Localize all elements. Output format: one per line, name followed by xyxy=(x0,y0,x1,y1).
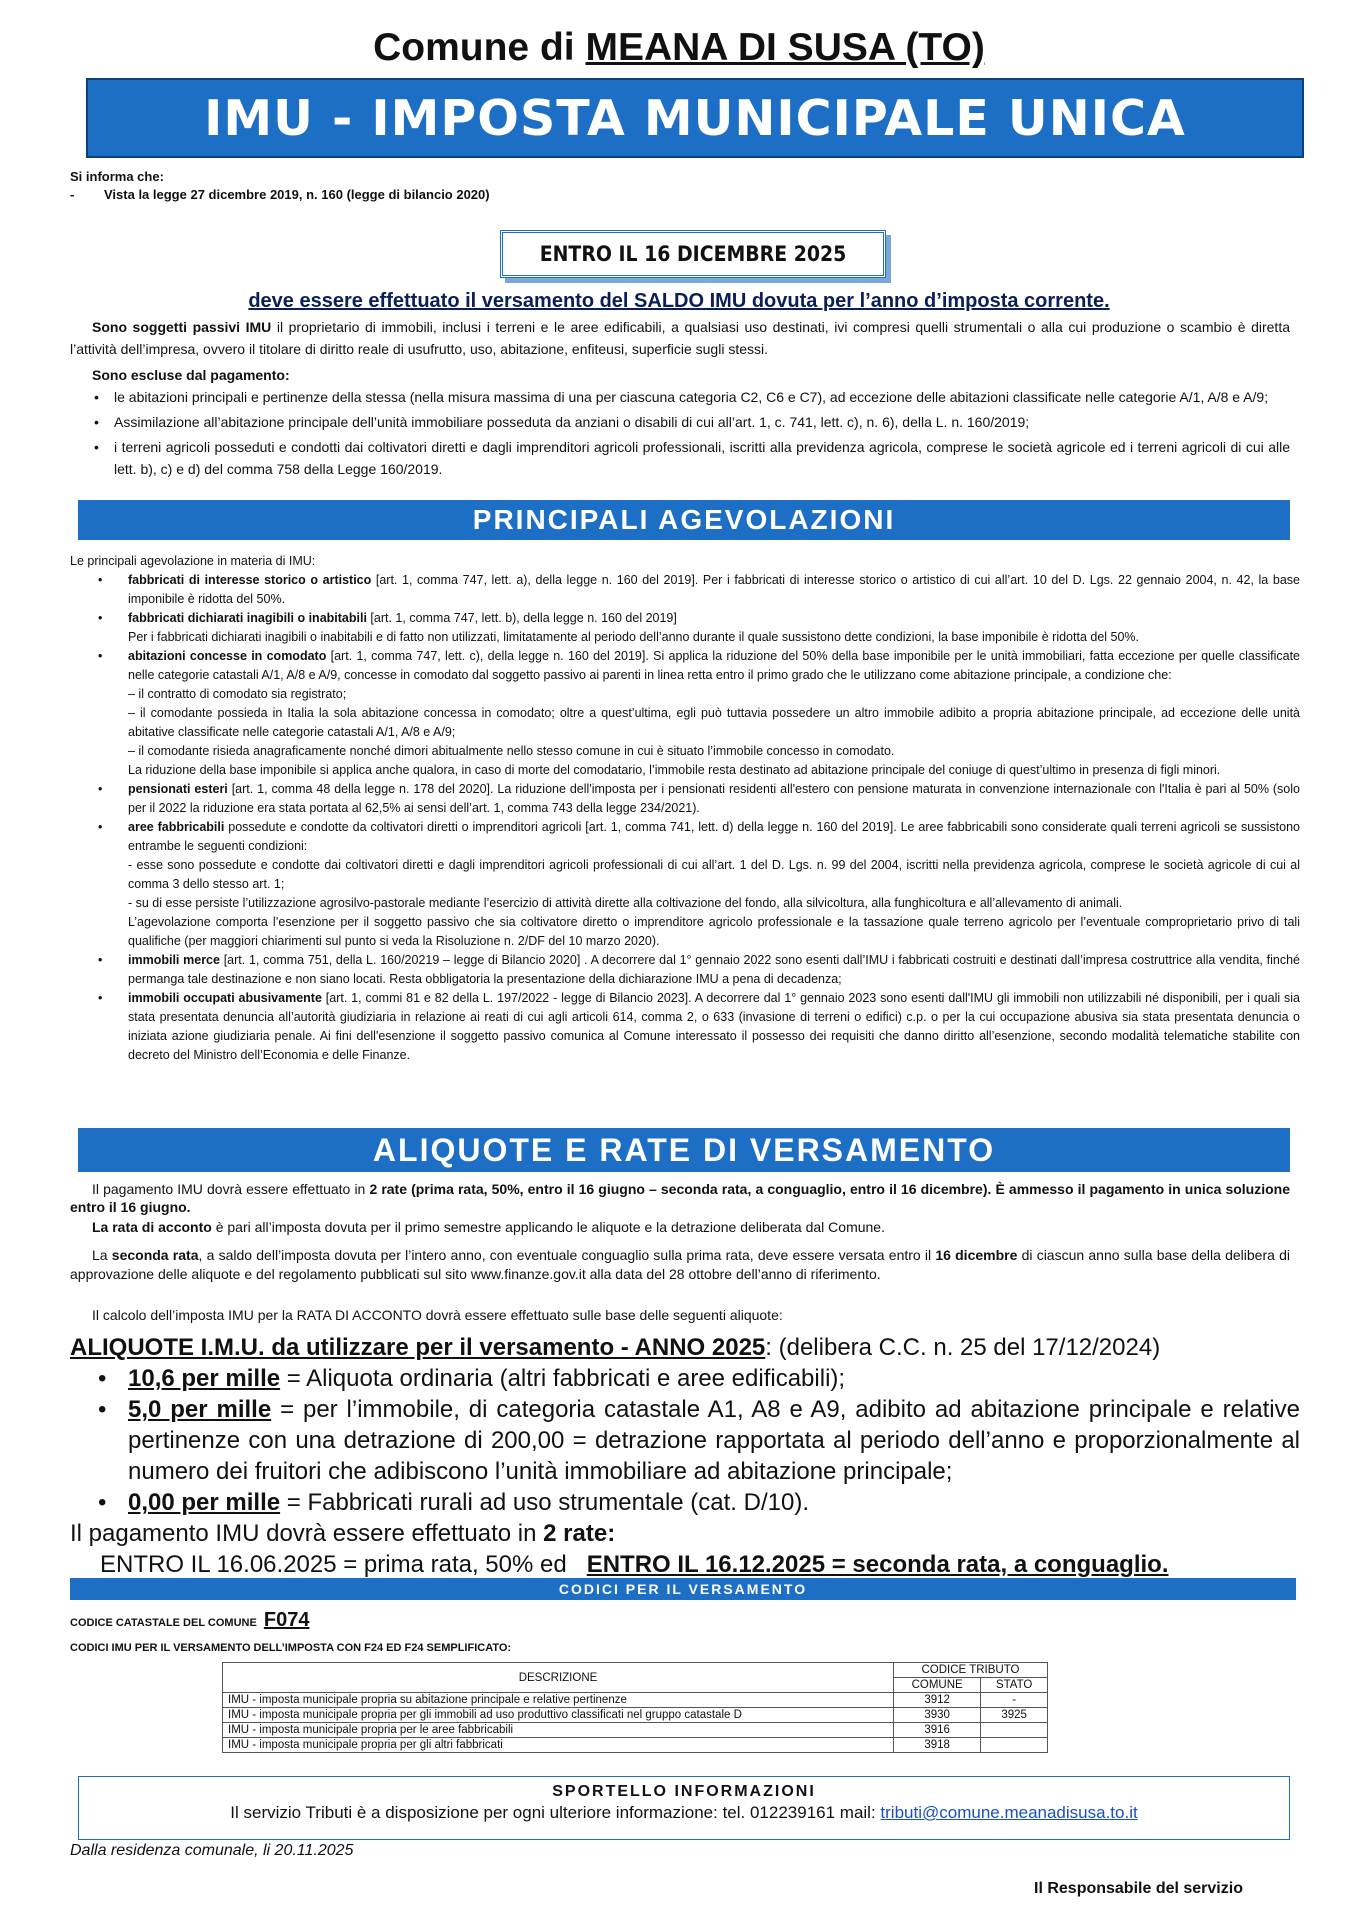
agevolazione-pensionati xyxy=(70,780,1300,818)
aliquota-abitazione xyxy=(70,1394,1300,1487)
item-title: aree fabbricabili xyxy=(128,820,225,834)
agevolazione-comodato xyxy=(70,647,1300,685)
cell-stato xyxy=(981,1723,1048,1738)
rate-text: = Aliquota ordinaria (altri fabbricati e aree edificabili); xyxy=(280,1365,846,1392)
soggetti-lead: Sono soggetti passivi IMU xyxy=(92,319,272,335)
agevolazione-storico xyxy=(70,571,1300,609)
soggetti-passivi xyxy=(70,316,1290,360)
title-comune: MEANA DI SUSA (TO) xyxy=(585,26,985,69)
agevolazioni-section xyxy=(70,552,1300,1065)
item-subtext: - esse sono possedute e condotte dai coltivatori diretti e dagli imprenditori agricoli professionali di cui all’art. 1 del D. Lgs. n. 99 del 2004, iscritti nella previdenza agricola, comprese le società agricole di cui al comma 3 dello stesso art. 1; xyxy=(128,858,1300,891)
page-title xyxy=(0,26,1358,70)
deadline-subhead: deve essere effettuato il versamento del SALDO IMU dovuta per l’anno d’imposta corrente. xyxy=(248,290,1110,312)
col-codice-tributo: CODICE TRIBUTO xyxy=(894,1663,1048,1678)
agevolazione-inagibili xyxy=(70,609,1300,628)
item-title: pensionati esteri xyxy=(128,782,228,796)
f24-label: CODICI IMU PER IL VERSAMENTO DELL’IMPOSTA CON F24 ED F24 SEMPLIFICATO: xyxy=(70,1642,512,1654)
aliquota-ordinaria xyxy=(70,1363,1300,1394)
esclusi-title: Sono escluse dal pagamento: xyxy=(92,367,290,383)
p2-bold: La rata di acconto xyxy=(92,1219,212,1235)
cell-desc: IMU - imposta municipale propria su abitazione principale e relative pertinenze xyxy=(223,1693,894,1708)
cell-desc: IMU - imposta municipale propria per le aree fabbricabili xyxy=(223,1723,894,1738)
title-prefix: Comune di xyxy=(373,26,575,69)
rate-value: 5,0 per mille xyxy=(128,1396,272,1423)
scadenza-seconda: ENTRO IL 16.12.2025 = seconda rata, a conguaglio. xyxy=(586,1551,1169,1578)
item-text: [art. 1, comma 48 della legge n. 178 del 2020]. La riduzione dell'imposta per i pensionati residenti all'estero con pensione maturata in convenzione internazionale con l'Italia è pari al 50% (solo per il 2022 la riduzione era stata portata al 62,5% ai sensi dell’art. 1, comma 743 della legge 234/2021). xyxy=(128,782,1300,815)
aliquote-banner: ALIQUOTE E RATE DI VERSAMENTO xyxy=(78,1128,1290,1172)
list-item: • Assimilazione all’abitazione principale dell’unità immobiliare posseduta da anziani o disabili di cui all’art. 1, c. 741, lett. c), n. 6), della L. n. 160/2019; xyxy=(94,411,1290,433)
intro-line: Si informa che: xyxy=(70,169,164,184)
heading-delibera: : (delibera C.C. n. 25 del 17/12/2024) xyxy=(765,1334,1161,1361)
cell-comune: 3918 xyxy=(894,1738,981,1753)
p1-text: Il pagamento IMU dovrà essere effettuato in xyxy=(92,1181,370,1197)
codici-banner: CODICI PER IL VERSAMENTO xyxy=(70,1578,1296,1600)
item-text: [art. 1, comma 747, lett. c), della legge n. 160 del 2019]. Si applica la riduzione del 50% della base imponibile per le unità immobiliari, fatta eccezione per quelle classificate nelle categorie catastali A/1, A/8 e A/9, concesse in comodato dal soggetto passivo ai parenti in linea retta entro il primo grado che le utilizzano come abitazione principale, a condizione che: xyxy=(128,649,1300,682)
col-descrizione: DESCRIZIONE xyxy=(223,1663,894,1693)
pay-bold: 2 rate: xyxy=(543,1520,616,1547)
footer-signature: Il Responsabile del servizio xyxy=(1034,1880,1243,1897)
email-link[interactable]: tributi@comune.meanadisusa.to.it xyxy=(880,1803,1138,1822)
footer-date: Dalla residenza comunale, li 20.11.2025 xyxy=(70,1842,354,1859)
catastale-code: F074 xyxy=(263,1609,310,1631)
pagamento-rate xyxy=(70,1518,1300,1549)
aliquote-p3 xyxy=(70,1246,1290,1284)
table-row xyxy=(223,1708,1048,1723)
rate-value: 0,00 per mille xyxy=(128,1489,281,1516)
col-comune: COMUNE xyxy=(894,1678,981,1693)
item-text: [art. 1, commi 81 e 82 della L. 197/2022 - legge di Bilancio 2023]. A decorrere dal 1° gennaio 2023 sono esenti dall'IMU gli immobili non utilizzabili né disponibili, per i quali sia stata presentata denuncia all’autorità giudiziaria in relazione ai reati di cui agli articoli 614, comma 2, o 633 (invasione di terreni o edifici) c.p. o per la cui occupazione abusiva sia stata presentata denuncia o iniziata azione giudiziaria penale. Ai fini dell'esenzione il soggetto passivo comunica al Comune interessato il possesso dei requisiti che danno diritto all’esenzione, secondo modalità telematiche stabilite con decreto del Ministro dell’Economia e delle Finanze. xyxy=(128,991,1300,1062)
soggetti-text: il proprietario di immobili, inclusi i terreni e le aree edificabili, a qualsiasi uso destinati, ivi compresi quelli strumentali o alla cui produzione o scambio è diretta l’attività dell’impresa, ovvero il titolare di diritto reale di usufrutto, uso, abitazione, enfiteusi, superficie sugli stessi. xyxy=(70,319,1290,357)
item-title: immobili merce xyxy=(128,953,220,967)
sportello-text-line xyxy=(79,1803,1289,1823)
table-row xyxy=(223,1693,1048,1708)
p3-text: di ciascun anno sulla base della delibera di approvazione delle aliquote e del regolamento pubblicati sul sito www.finanze.gov.it alla data del 28 ottobre dell’anno di riferimento. xyxy=(70,1247,1291,1282)
item-subtext: – il comodante possieda in Italia la sola abitazione concessa in comodato; oltre a quest’ultima, egli può tuttavia possedere un altro immobile adibito a propria abitazione principale, ad eccezione delle unità abitative classificate nelle categorie catastali A/1, A/8 e A/9; xyxy=(128,706,1300,739)
intro-law: Vista la legge 27 dicembre 2019, n. 160 (legge di bilancio 2020) xyxy=(104,187,490,202)
aliquote-heading xyxy=(70,1332,1300,1363)
cell-comune: 3916 xyxy=(894,1723,981,1738)
p1-bold: 2 rate (prima rata, 50%, entro il 16 giugno – seconda rata, a conguaglio, entro il 16 dicembre). È ammesso il pagamento in unica soluzione entro il 16 giugno. xyxy=(70,1181,1290,1215)
catastale-label: CODICE CATASTALE DEL COMUNE xyxy=(70,1617,257,1629)
item-subtext: – il comodante risieda anagraficamente nonché dimori abitualmente nello stesso comune in cui è situato l’immobile concesso in comodato. xyxy=(128,744,895,758)
sportello-informazioni xyxy=(78,1776,1290,1840)
p3-text: La xyxy=(92,1247,112,1263)
cell-comune: 3912 xyxy=(894,1693,981,1708)
aliquote-list xyxy=(70,1332,1300,1580)
col-stato: STATO xyxy=(981,1678,1048,1693)
table-row xyxy=(223,1738,1048,1753)
aliquote-p4: Il calcolo dell’imposta IMU per la RATA DI ACCONTO dovrà essere effettuato sulle base delle seguenti aliquote: xyxy=(92,1307,783,1323)
sportello-text: Il servizio Tributi è a disposizione per ogni ulteriore informazione: tel. 012239161 mail: xyxy=(230,1803,881,1822)
cell-comune: 3930 xyxy=(894,1708,981,1723)
table-row xyxy=(223,1723,1048,1738)
cell-desc: IMU - imposta municipale propria per gli altri fabbricati xyxy=(223,1738,894,1753)
scadenza-prima: ENTRO IL 16.06.2025 = prima rata, 50% ed xyxy=(100,1551,567,1578)
codice-catastale xyxy=(70,1609,310,1632)
item-subtext: - su di esse persiste l’utilizzazione agrosilvo-pastorale mediante l’esercizio di attività dirette alla coltivazione del fondo, alla silvicoltura, alla funghicoltura e all’allevamento di animali. xyxy=(128,896,1123,910)
agevolazioni-intro: Le principali agevolazione in materia di IMU: xyxy=(70,554,316,568)
agevolazione-occupati xyxy=(70,989,1300,1065)
codici-tributo-table xyxy=(222,1662,1048,1753)
aliquote-p2 xyxy=(70,1218,1290,1236)
p3-bold: seconda rata xyxy=(111,1247,199,1263)
item-subtext: La riduzione della base imponibile si applica anche qualora, in caso di morte del comodatario, l’immobile resta destinato ad abitazione principale del coniuge di quest’ultimo in presenza di figli minori. xyxy=(128,763,1221,777)
cell-stato xyxy=(981,1738,1048,1753)
item-title: fabbricati di interesse storico o artistico xyxy=(128,573,372,587)
p3-text: , a saldo dell’imposta dovuta per l’intero anno, con eventuale conguaglio sulla prima rata, deve essere versata entro il xyxy=(198,1247,936,1263)
agevolazione-aree xyxy=(70,818,1300,856)
agevolazione-merce xyxy=(70,951,1300,989)
rate-value: 10,6 per mille xyxy=(128,1365,281,1392)
item-subtext: Per i fabbricati dichiarati inagibili o inabitabili e di fatto non utilizzati, limitatamente al periodo dell’anno durante il quale sussistono dette condizioni, la base imponibile è ridotta del 50%. xyxy=(128,630,1140,644)
p3-bold: 16 dicembre xyxy=(935,1247,1018,1263)
esclusi-list xyxy=(94,386,1290,483)
aliquota-rurali xyxy=(70,1487,1300,1518)
p2-text: è pari all’imposta dovuta per il primo semestre applicando le aliquote e la detrazione deliberata dal Comune. xyxy=(211,1219,885,1235)
item-text: [art. 1, comma 751, della L. 160/20219 – legge di Bilancio 2020] . A decorrere dal 1° gennaio 2022 sono esenti dall’IMU i fabbricati costruiti e destinati dall’impresa costruttrice alla vendita, finché permanga tale destinazione e non siano locati. Resta obbligatoria la presentazione della dichiarazione IMU a pena di decadenza; xyxy=(128,953,1300,986)
item-subtext: – il contratto di comodato sia registrato; xyxy=(128,687,347,701)
agevolazioni-banner: PRINCIPALI AGEVOLAZIONI xyxy=(78,500,1290,540)
deadline-box: ENTRO IL 16 DICEMBRE 2025 xyxy=(500,230,886,278)
imu-banner: IMU - IMPOSTA MUNICIPALE UNICA xyxy=(86,78,1304,158)
scadenze xyxy=(70,1549,1300,1580)
cell-stato: - xyxy=(981,1693,1048,1708)
rate-text: = per l’immobile, di categoria catastale A1, A8 e A9, adibito ad abitazione principale e relative pertinenze con una detrazione di 200,00 = detrazione rapportata al periodo dell’anno e proporzionalmente al numero dei fruitori che adibiscono l’unità immobiliare ad abitazione principale; xyxy=(128,1396,1300,1485)
list-item: • i terreni agricoli posseduti e condotti dai coltivatori diretti e dagli imprenditori agricoli professionali, iscritti alla previdenza agricola, comprese le società agricole ed i terreni agricoli di cui alle lett. b), c) e d) del comma 758 della Legge 160/2019. xyxy=(94,436,1290,480)
item-title: immobili occupati abusivamente xyxy=(128,991,322,1005)
heading-underlined: ALIQUOTE I.M.U. da utilizzare per il versamento - ANNO 2025 xyxy=(70,1334,766,1361)
item-text: [art. 1, comma 747, lett. a), della legge n. 160 del 2019]. Per i fabbricati di interesse storico o artistico di cui all’art. 10 del D. Lgs. 22 gennaio 2004, n. 42, la base imponibile è ridotta del 50%. xyxy=(128,573,1300,606)
pay-text: Il pagamento IMU dovrà essere effettuato in xyxy=(70,1520,544,1547)
rate-text: = Fabbricati rurali ad uso strumentale (cat. D/10). xyxy=(280,1489,809,1516)
aliquote-p1 xyxy=(70,1180,1290,1216)
item-subtext: L’agevolazione comporta l’esenzione per il soggetto passivo che sia coltivatore diretto o imprenditore agricolo professionale e la tassazione quale terreno agricolo per l’eventuale comproprietario privo di tali qualifiche (per maggiori chiarimenti sul punto si veda la Risoluzione n. 2/DF del 10 marzo 2020). xyxy=(128,915,1300,948)
cell-stato: 3925 xyxy=(981,1708,1048,1723)
item-text: possedute e condotte da coltivatori diretti o imprenditori agricoli [art. 1, comma 741, lett. d) della legge n. 160 del 2019]. Le aree fabbricabili sono considerate quali terreni agricoli se sussistono entrambe le seguenti condizioni: xyxy=(128,820,1300,853)
item-title: abitazioni concesse in comodato xyxy=(128,649,327,663)
item-title: fabbricati dichiarati inagibili o inabitabili xyxy=(128,611,367,625)
item-text: [art. 1, comma 747, lett. b), della legge n. 160 del 2019] xyxy=(366,611,677,625)
cell-desc: IMU - imposta municipale propria per gli immobili ad uso produttivo classificati nel gruppo catastale D xyxy=(223,1708,894,1723)
list-item: • le abitazioni principali e pertinenze della stessa (nella misura massima di una per ciascuna categoria C2, C6 e C7), ad eccezione delle abitazioni classificate nelle categorie A/1, A/8 e A/9; xyxy=(94,386,1290,408)
intro-dash: - xyxy=(70,187,75,202)
sportello-title: SPORTELLO INFORMAZIONI xyxy=(552,1783,816,1800)
